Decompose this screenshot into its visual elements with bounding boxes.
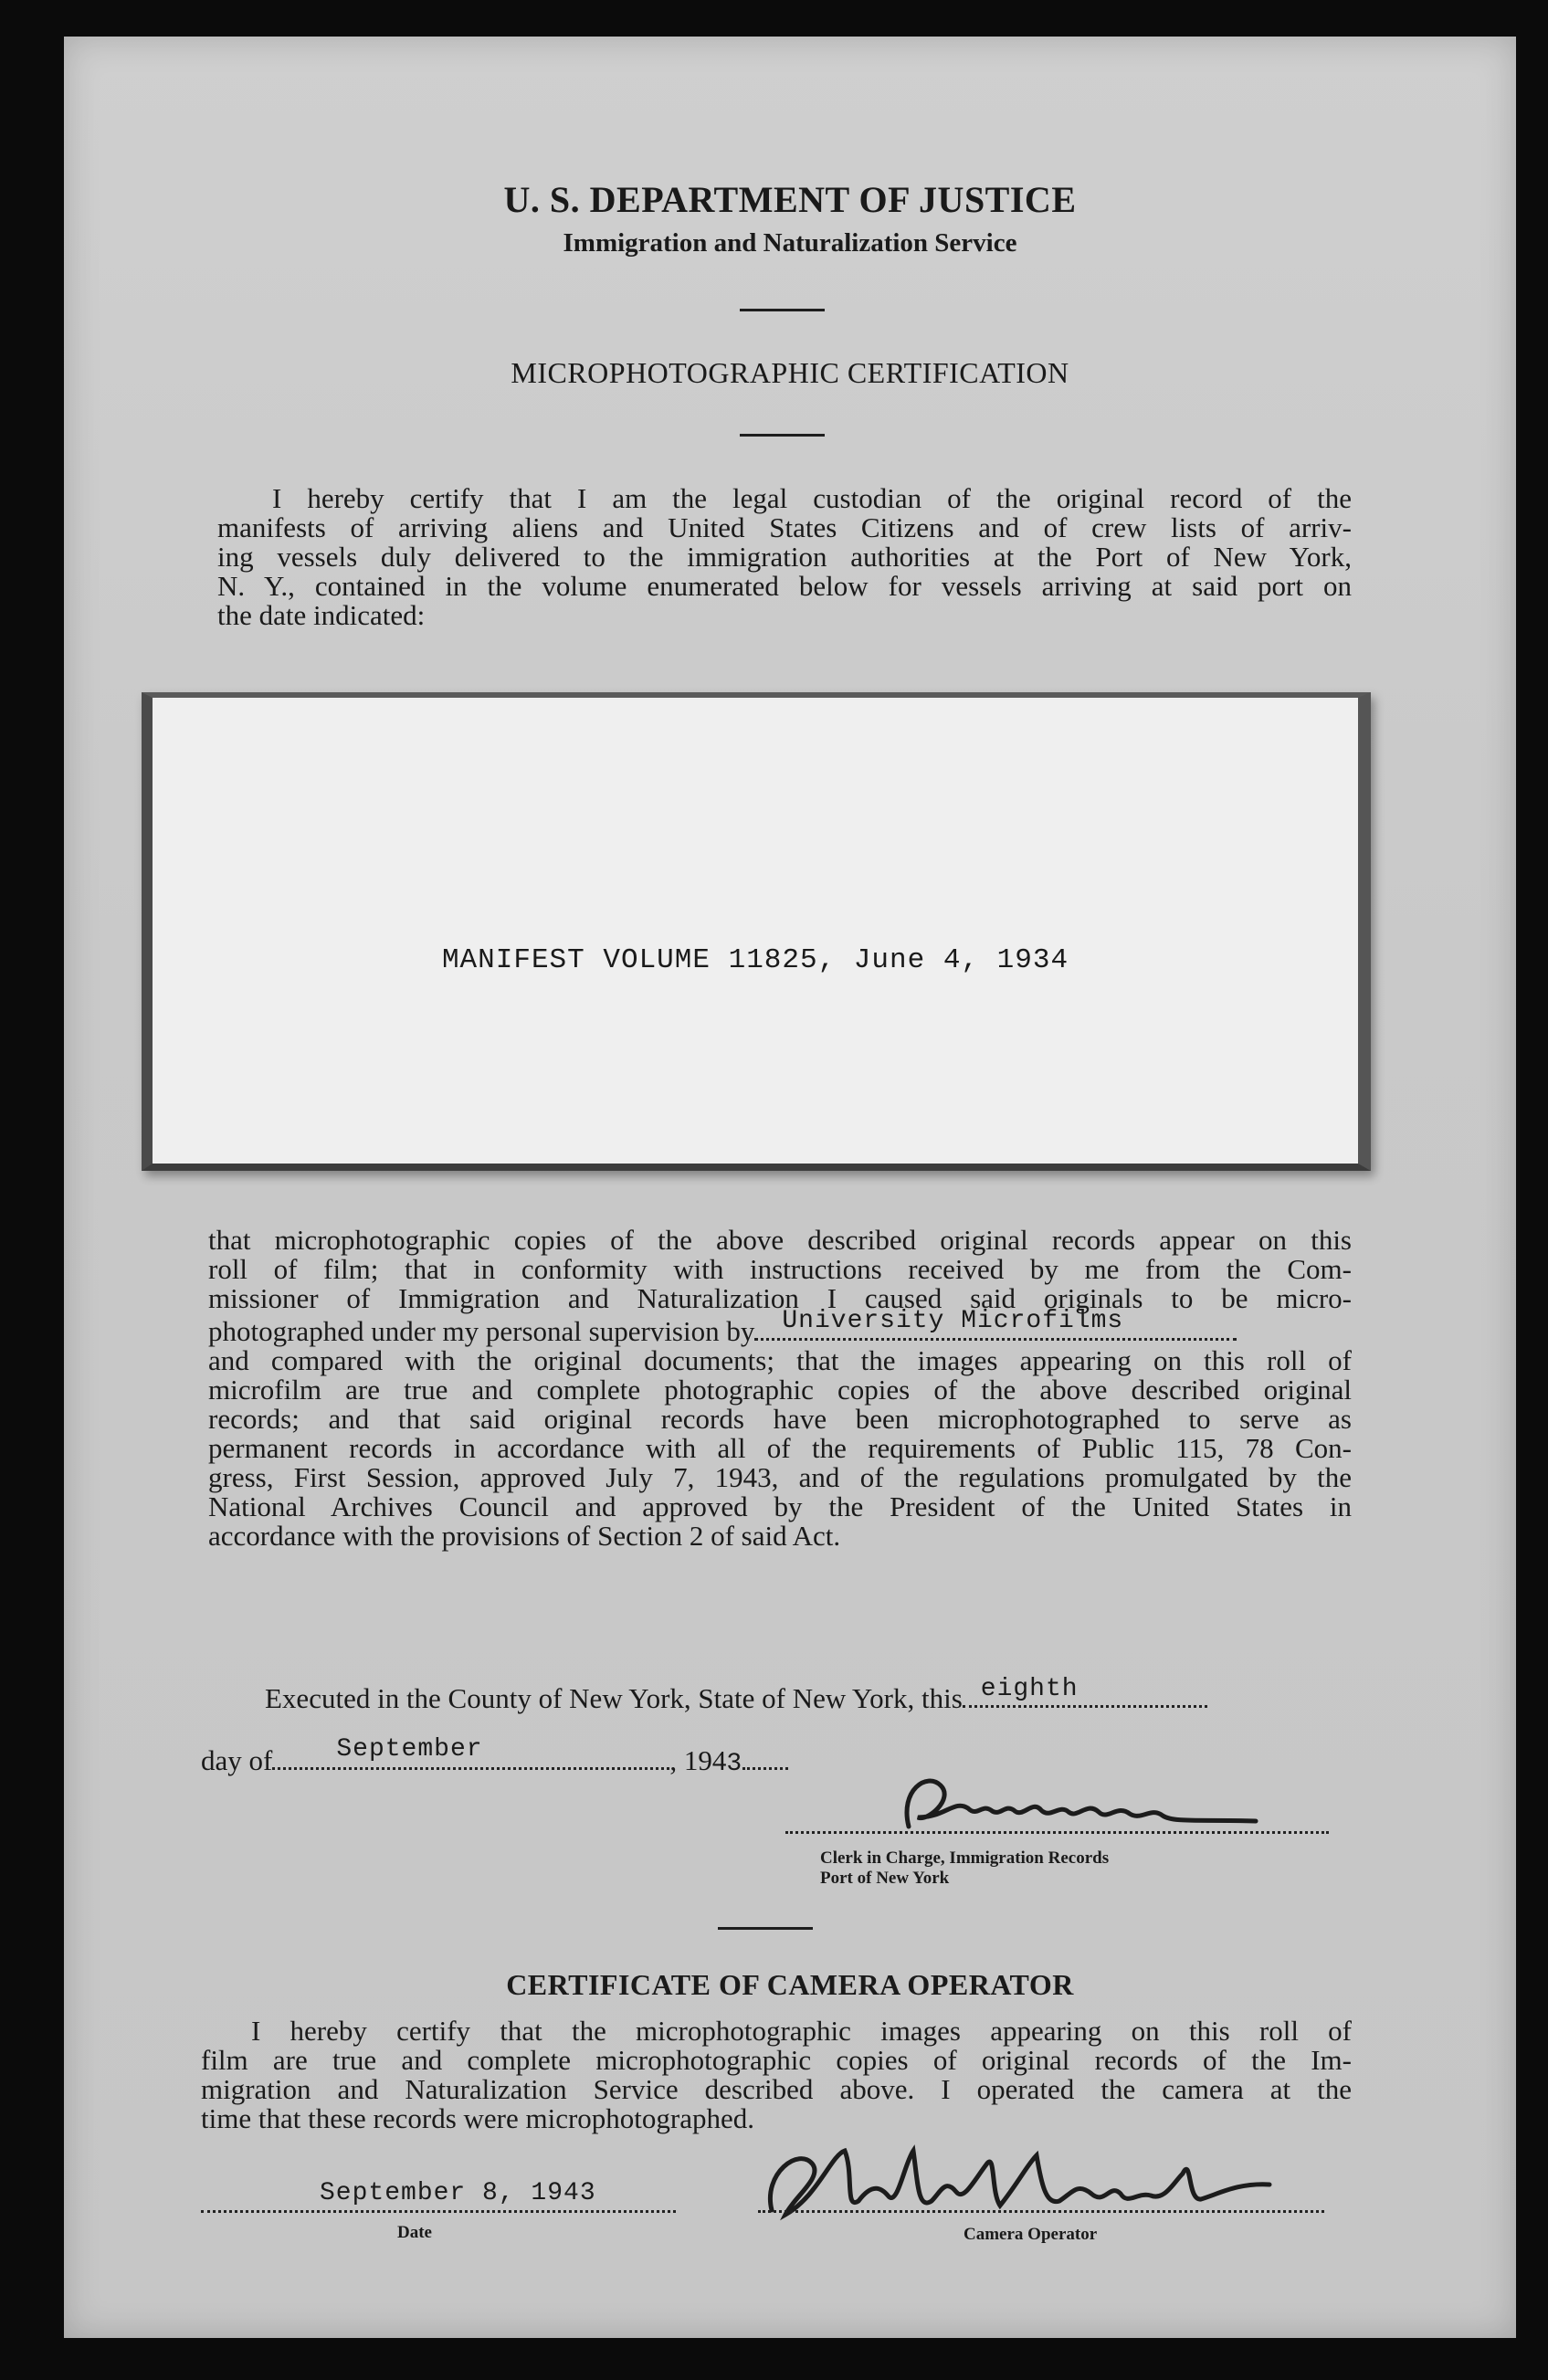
body-line: gress, First Session, approved July 7, 1943, and of the regulations promulgated by the <box>208 1461 1352 1493</box>
executed-prefix: Executed in the County of New York, State of New York, this <box>265 1682 963 1714</box>
year-prefix: , 194 <box>669 1744 727 1776</box>
intro-line: N. Y., contained in the volume enumerated below for vessels arriving at said port on <box>217 570 1352 602</box>
certificate-sheet <box>64 37 1516 2338</box>
date-label: Date <box>397 2223 432 2242</box>
header-divider-bottom <box>740 434 825 437</box>
camera-line: film are true and complete microphotographic copies of original records of the Im- <box>201 2044 1352 2076</box>
day-of-line <box>201 1735 788 1778</box>
day-of-label: day of <box>201 1744 273 1776</box>
camera-paragraph <box>201 2017 1352 2133</box>
camera-section-divider <box>718 1927 813 1930</box>
manifest-card <box>142 692 1371 1171</box>
year-trailing-dots <box>742 1767 788 1770</box>
camera-operator-label: Camera Operator <box>964 2225 1098 2244</box>
body-line: accordance with the provisions of Section 2 of said Act. <box>208 1520 841 1552</box>
supervision-dotted-field <box>754 1307 1237 1341</box>
clerk-signature-stroke <box>907 1781 1256 1827</box>
clerk-title-line1: Clerk in Charge, Immigration Records <box>820 1848 1110 1868</box>
intro-line: the date indicated: <box>217 599 426 631</box>
intro-line: ing vessels duly delivered to the immigration authorities at the Port of New York, <box>217 541 1352 573</box>
body-line: that microphotographic copies of the above described original records appear on this <box>208 1224 1352 1256</box>
intro-line: I hereby certify that I am the legal custodian of the original record of the <box>272 482 1352 514</box>
body-line: permanent records in accordance with all of the requirements of Public 115, 78 Con- <box>208 1432 1352 1464</box>
body-line: records; and that said original records have been microphotographed to serve as <box>208 1403 1352 1435</box>
executed-day-value: eighth <box>980 1675 1079 1703</box>
executed-line <box>265 1675 1207 1715</box>
year-digit: 3 <box>726 1750 743 1778</box>
certification-title: MICROPHOTOGRAPHIC CERTIFICATION <box>511 356 1069 389</box>
header-divider-top <box>740 309 825 311</box>
body-line: National Archives Council and approved by the President of the United States in <box>208 1490 1352 1522</box>
date-line <box>201 2210 676 2213</box>
clerk-title <box>820 1848 1109 1889</box>
body-paragraph <box>208 1226 1352 1551</box>
clerk-signature-line <box>785 1831 1329 1834</box>
body-line: microfilm are true and complete photographic copies of the above described original <box>208 1374 1352 1406</box>
supervision-line <box>208 1307 1352 1347</box>
body-line: missioner of Immigration and Naturalization I caused said originals to be micro- <box>208 1282 1352 1314</box>
camera-date-value: September 8, 1943 <box>320 2179 596 2207</box>
department-title: U. S. DEPARTMENT OF JUSTICE <box>503 179 1077 220</box>
camera-certificate-title: CERTIFICATE OF CAMERA OPERATOR <box>506 1968 1074 2001</box>
intro-line: manifests of arriving aliens and United States Citizens and of crew lists of arriv- <box>217 511 1352 543</box>
camera-line: migration and Naturalization Service described above. I operated the camera at the <box>201 2073 1352 2105</box>
service-subtitle: Immigration and Naturalization Service <box>563 228 1017 258</box>
intro-paragraph <box>217 484 1352 630</box>
month-value: September <box>336 1735 483 1764</box>
supervision-company: University Microfilms <box>782 1307 1124 1335</box>
clerk-title-line2: Port of New York <box>820 1869 950 1888</box>
supervision-prefix: photographed under my personal supervision by <box>208 1315 755 1347</box>
executed-day-field <box>963 1675 1207 1708</box>
camera-line: I hereby certify that the microphotographic images appearing on this roll of <box>251 2015 1352 2047</box>
camera-operator-signature-stroke <box>770 2151 1269 2215</box>
camera-line: time that these records were microphotographed. <box>201 2102 754 2134</box>
body-line: and compared with the original documents; that the images appearing on this roll of <box>208 1344 1352 1376</box>
camera-operator-line <box>758 2210 1324 2213</box>
clerk-signature <box>890 1753 1274 1863</box>
body-line: roll of film; that in conformity with instructions received by me from the Com- <box>208 1253 1352 1285</box>
month-field <box>272 1735 669 1770</box>
manifest-volume-label: MANIFEST VOLUME 11825, June 4, 1934 <box>441 944 1069 976</box>
